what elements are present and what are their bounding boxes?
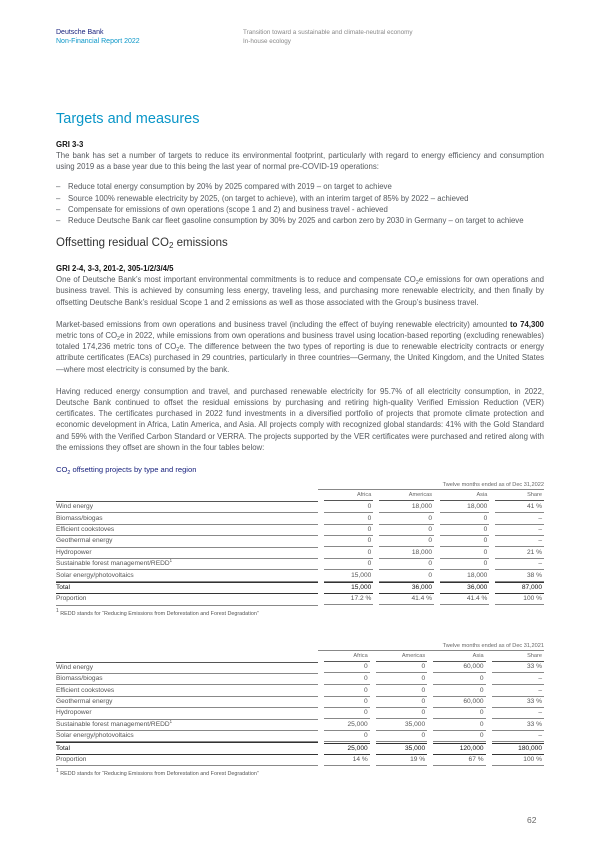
gri-reference: GRI 3-3 [56, 140, 84, 149]
table-total-row: Total 25,000 35,000 120,000 180,000 [56, 742, 544, 754]
offset-table-2022 [56, 481, 544, 618]
table-row: Solar energy/photovoltaics 0 0 0 – [56, 731, 544, 742]
table-title: $CO_2$ offsetting projects by type and region [56, 465, 197, 477]
table-header-row [56, 651, 544, 662]
section-title: In-house ecology [243, 38, 291, 45]
table-row: Solar energy/photovoltaics 15,000 0 18,000 38 % [56, 570, 544, 581]
section-heading: Targets and measures [56, 111, 200, 127]
chapter-title: Transition toward a sustainable and climate-neutral economy [243, 29, 413, 36]
column-header: Americas [376, 651, 427, 662]
intro-paragraph: The bank has set a number of targets to reduce its environmental footprint, particularly with regard to energy efficiency and consumption using 2019 as a base year due to this being the last year of normal pre-COVID-19 operations: [56, 151, 544, 172]
table-row: Wind energy 0 18,000 18,000 41 % [56, 501, 544, 513]
table-header-row [56, 490, 544, 501]
table-footnote: $^1$ REDD stands for “Reducing Emissions from Deforestation and Forest Degradation” [56, 768, 259, 778]
table-period: Twelve months ended as of Dec 31,2021 [442, 642, 544, 649]
table-row: Efficient cookstoves 0 0 0 – [56, 525, 544, 536]
table-row: Efficient cookstoves 0 0 0 – [56, 685, 544, 696]
report-name: Non-Financial Report 2022 [56, 38, 140, 45]
subsection-heading: Offsetting residual $CO_2$ emissions [56, 237, 228, 251]
table-row: Wind energy 0 0 60,000 33 % [56, 662, 544, 674]
column-header: Africa [324, 490, 373, 501]
page-content [56, 110, 544, 778]
brand-name: Deutsche Bank [56, 29, 104, 36]
gri-reference: GRI 2-4, 3-3, 201-2, 305-1/2/3/4/5 [56, 264, 174, 274]
table-proportion-row: Proportion 17.2 % 41.4 % 41.4 % 100 % [56, 594, 544, 605]
paragraph-emissions: Market-based emissions from own operations and business travel (including the effect of buying renewable electricity) amounted to 74,300 metric tons of $CO_2e$ in 2022, while emissions from own operations and business travel using location-based reporting (excluding renewables) totaled 174,236 metric tons of $CO_2e$. The difference between the two types of reporting is due to renewable electricity contracts or energy attribute certificates (EACs) purchased in 29 countries, particularly in three countries—Germany, the United Kingdom, and the United States—where most electricity is consumed by the bank. [56, 319, 544, 374]
page-header [56, 28, 544, 48]
column-header: Share [495, 490, 544, 501]
paragraph-commitments: One of Deutsche Bank’s most important environmental commitments is to reduce and compensate $CO_2e$ emissions for own operations and business travel. This is achieved by consuming less energy, traveling less, and purchasing more renewable electricity, and then finally by offsetting Deutsche Bank’s residual Scope 1 and 2 emissions as well as those associated with the Group’s business travel. [56, 275, 544, 307]
table-row: Biomass/biogas 0 0 0 – [56, 513, 544, 524]
chapter-breadcrumb [243, 28, 413, 46]
column-header: Asia [433, 651, 485, 662]
table-proportion-row: Proportion 14 % 19 % 67 % 100 % [56, 755, 544, 766]
column-header: Share [492, 651, 544, 662]
targets-list [56, 181, 544, 226]
page-number: 62 [527, 815, 537, 825]
list-item: – Compensate for emissions of own operations (scope 1 and 2) and business travel - achieved [56, 204, 388, 214]
column-header: Asia [440, 490, 489, 501]
table-row: Hydropower 0 18,000 0 21 % [56, 548, 544, 559]
list-item: – Reduce Deutsche Bank car fleet gasoline consumption by 30% by 2025 and carbon zero by 2030 in Germany – on target to achieve [56, 216, 524, 226]
table-row: Biomass/biogas 0 0 0 – [56, 674, 544, 685]
table-row: Geothermal energy 0 0 60,000 33 % [56, 697, 544, 708]
list-item: – Source 100% renewable electricity by 2025, (on target to achieve), with an interim target of 85% by 2022 – achieved [56, 193, 469, 203]
column-header: Americas [379, 490, 434, 501]
table-row: Geothermal energy 0 0 0 – [56, 536, 544, 547]
table-row: Hydropower 0 0 0 – [56, 708, 544, 719]
table-row: Sustainable forest management/REDD$^1$ 25,000 35,000 0 33 % [56, 720, 544, 731]
report-identity [56, 28, 140, 46]
table-row: Sustainable forest management/REDD$^1$ 0 0 0 – [56, 559, 544, 570]
table-total-row: Total 15,000 36,000 36,000 87,000 [56, 582, 544, 594]
list-item: – Reduce total energy consumption by 20% by 2025 compared with 2019 – on target to achieve [56, 182, 392, 192]
column-header: Africa [324, 651, 370, 662]
table-period: Twelve months ended as of Dec 31,2022 [442, 482, 544, 489]
table-footnote: $^1$ REDD stands for “Reducing Emissions from Deforestation and Forest Degradation” [56, 607, 259, 617]
offset-table-2021 [56, 642, 544, 779]
paragraph-offsetting: Having reduced energy consumption and travel, and purchased renewable electricity for 95.7% of all electricity consumption, in 2022, Deutsche Bank continued to offset the residual emissions by purchasing and retiring high-quality Verified Emission Reduction (VER) certificates. The certificates purchased in 2022 fund investments in a diversified portfolio of projects that promote climate protection and economic development in Africa, Latin America, and Asia. All projects comply with recognized global standards: 41% with the Gold Standard and 59% with the Verified Carbon Standard or VERRA. The projects supported by the VER certificates were purchased and retired along with the emissions they offset are shown in the four tables below: [56, 386, 544, 452]
